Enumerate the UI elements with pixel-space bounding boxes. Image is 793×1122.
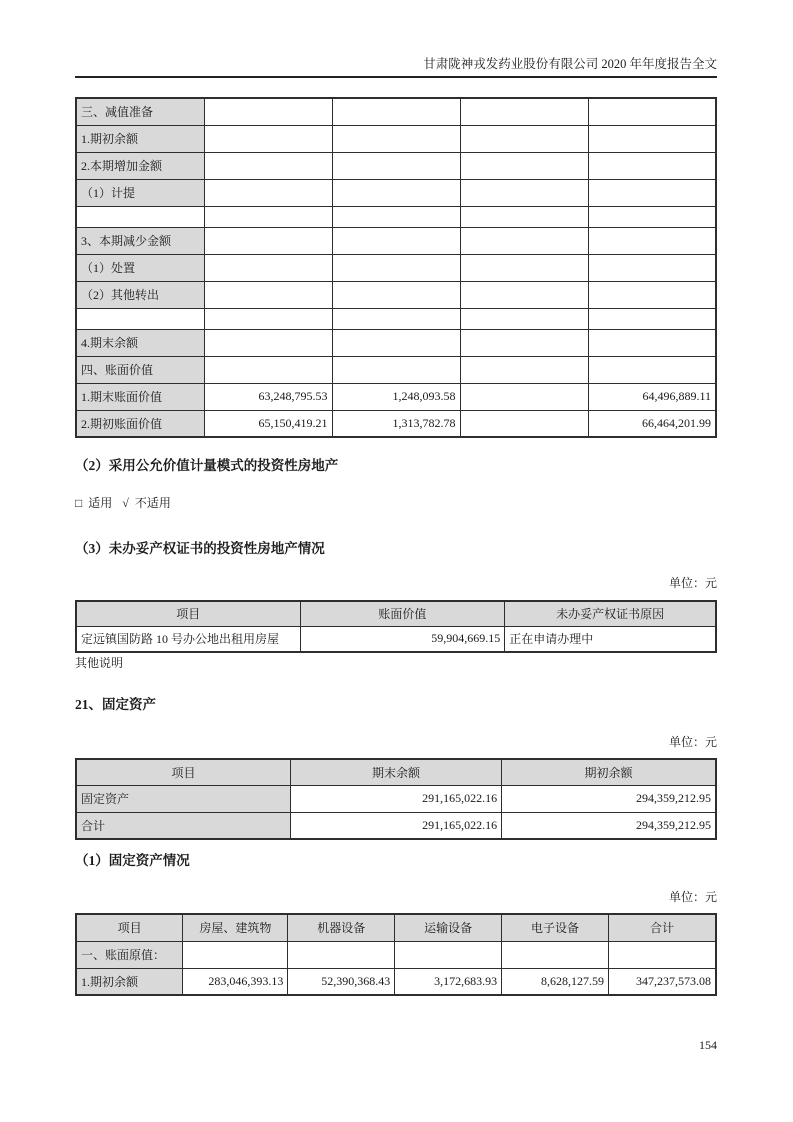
section-heading-no-certificate: （3）未办妥产权证书的投资性房地产情况 xyxy=(75,541,325,556)
table-cell xyxy=(332,281,460,308)
row-label-cell: 4.期末余额 xyxy=(76,329,204,356)
table-row xyxy=(76,968,716,995)
table-row xyxy=(76,206,716,227)
table-cell xyxy=(502,941,609,968)
table-cell xyxy=(588,329,716,356)
row-label-cell: 1.期末账面价值 xyxy=(76,383,204,410)
table-cell: 1,248,093.58 xyxy=(332,383,460,410)
page-content xyxy=(75,0,717,996)
table-cell xyxy=(204,98,332,125)
table-cell: 347,237,573.08 xyxy=(608,968,716,995)
table-cell xyxy=(460,98,588,125)
table-cell xyxy=(204,329,332,356)
table-cell xyxy=(460,227,588,254)
column-header: 未办妥产权证书原因 xyxy=(505,601,716,626)
table-cell xyxy=(588,179,716,206)
closing-balance-cell: 291,165,022.16 xyxy=(290,785,501,812)
no-certificate-table xyxy=(75,600,717,653)
table-cell xyxy=(204,308,332,329)
table-cell xyxy=(332,179,460,206)
row-label-cell: 1.期初余额 xyxy=(76,968,183,995)
table-cell xyxy=(332,152,460,179)
column-header: 合计 xyxy=(608,914,716,941)
column-header: 项目 xyxy=(76,601,300,626)
row-label-cell: 合计 xyxy=(76,812,290,839)
row-label-cell: 三、减值准备 xyxy=(76,98,204,125)
unit-label: 单位：元 xyxy=(668,735,717,749)
table-cell xyxy=(460,308,588,329)
table-cell xyxy=(588,254,716,281)
book-value-cell: 59,904,669.15 xyxy=(300,626,505,652)
row-label-cell: （2）其他转出 xyxy=(76,281,204,308)
table-cell xyxy=(588,125,716,152)
table-cell: 52,390,368.43 xyxy=(288,968,395,995)
table-cell xyxy=(460,179,588,206)
table-cell xyxy=(588,206,716,227)
page-number: 154 xyxy=(699,1038,717,1052)
table-cell xyxy=(332,98,460,125)
page-header xyxy=(75,0,717,78)
unit-label: 单位：元 xyxy=(668,576,717,590)
applicable-label: 适用 xyxy=(88,496,113,510)
table-cell xyxy=(204,206,332,227)
row-label-cell: （1）处置 xyxy=(76,254,204,281)
table-cell xyxy=(460,329,588,356)
table-cell: 283,046,393.13 xyxy=(183,968,288,995)
table-cell: 3,172,683.93 xyxy=(395,968,502,995)
table-cell xyxy=(332,206,460,227)
row-label-cell: 2.本期增加金额 xyxy=(76,152,204,179)
section-heading-fixed-assets-detail: （1）固定资产情况 xyxy=(75,853,190,868)
table-row xyxy=(76,626,716,652)
opening-balance-cell: 294,359,212.95 xyxy=(502,812,716,839)
checkbox-unchecked-icon: □ xyxy=(75,496,83,510)
table-cell xyxy=(204,281,332,308)
table-cell xyxy=(332,125,460,152)
row-label-cell: 2.期初账面价值 xyxy=(76,410,204,437)
item-cell: 定远镇国防路 10 号办公地出租用房屋 xyxy=(76,626,300,652)
table-row xyxy=(76,98,716,125)
table-row xyxy=(76,308,716,329)
table-cell xyxy=(332,329,460,356)
table-cell: 1,313,782.78 xyxy=(332,410,460,437)
table-cell: 66,464,201.99 xyxy=(588,410,716,437)
table-cell xyxy=(588,308,716,329)
row-label-cell: 3、本期减少金额 xyxy=(76,227,204,254)
table-cell: 64,496,889.11 xyxy=(588,383,716,410)
column-header: 电子设备 xyxy=(502,914,609,941)
closing-balance-cell: 291,165,022.16 xyxy=(290,812,501,839)
row-label-cell: （1）计提 xyxy=(76,179,204,206)
fixed-assets-summary-table xyxy=(75,758,717,840)
other-note: 其他说明 xyxy=(75,656,124,670)
table-cell xyxy=(588,227,716,254)
table-cell xyxy=(204,227,332,254)
table-header-row xyxy=(76,601,716,626)
table-cell xyxy=(395,941,502,968)
row-label-cell: 固定资产 xyxy=(76,785,290,812)
table-row xyxy=(76,179,716,206)
table-cell xyxy=(460,254,588,281)
table-cell xyxy=(588,152,716,179)
opening-balance-cell: 294,359,212.95 xyxy=(502,785,716,812)
table-row xyxy=(76,125,716,152)
row-label-cell: 1.期初余额 xyxy=(76,125,204,152)
table-row xyxy=(76,227,716,254)
row-label-cell xyxy=(76,308,204,329)
table-cell xyxy=(460,383,588,410)
table-cell xyxy=(460,125,588,152)
table-cell xyxy=(332,227,460,254)
table-cell xyxy=(204,356,332,383)
table-row xyxy=(76,383,716,410)
column-header: 账面价值 xyxy=(300,601,505,626)
column-header: 期末余额 xyxy=(290,759,501,785)
row-label-cell: 一、账面原值： xyxy=(76,941,183,968)
table-cell xyxy=(204,179,332,206)
column-header: 项目 xyxy=(76,759,290,785)
fixed-assets-detail-table xyxy=(75,913,717,996)
table-row xyxy=(76,356,716,383)
column-header: 机器设备 xyxy=(288,914,395,941)
applicability-line xyxy=(75,496,717,511)
table-header-row xyxy=(76,914,716,941)
table-row xyxy=(76,152,716,179)
column-header: 期初余额 xyxy=(502,759,716,785)
section-heading-fixed-assets: 21、固定资产 xyxy=(75,697,156,712)
table-cell xyxy=(332,254,460,281)
table-cell xyxy=(608,941,716,968)
table-cell xyxy=(183,941,288,968)
table-row xyxy=(76,329,716,356)
table-row xyxy=(76,281,716,308)
table-row xyxy=(76,812,716,839)
table-row xyxy=(76,941,716,968)
table-cell xyxy=(460,356,588,383)
table-cell: 65,150,419.21 xyxy=(204,410,332,437)
table-cell xyxy=(460,206,588,227)
table-cell xyxy=(288,941,395,968)
not-applicable-label: 不适用 xyxy=(134,496,171,510)
unit-label: 单位：元 xyxy=(668,890,717,904)
table-cell xyxy=(332,308,460,329)
table-row xyxy=(76,410,716,437)
table-cell xyxy=(588,98,716,125)
table-row xyxy=(76,254,716,281)
header-title: 甘肃陇神戎发药业股份有限公司 2020 年年度报告全文 xyxy=(423,57,717,71)
table-cell xyxy=(588,356,716,383)
column-header: 项目 xyxy=(76,914,183,941)
row-label-cell xyxy=(76,206,204,227)
table-header-row xyxy=(76,759,716,785)
table-row xyxy=(76,785,716,812)
table-cell xyxy=(460,410,588,437)
section-heading-fair-value-model: （2）采用公允价值计量模式的投资性房地产 xyxy=(75,458,339,473)
column-header: 房屋、建筑物 xyxy=(183,914,288,941)
reason-cell: 正在申请办理中 xyxy=(505,626,716,652)
row-label-cell: 四、账面价值 xyxy=(76,356,204,383)
table-cell xyxy=(460,281,588,308)
column-header: 运输设备 xyxy=(395,914,502,941)
table-cell xyxy=(332,356,460,383)
table-cell xyxy=(460,152,588,179)
table-cell xyxy=(588,281,716,308)
table-cell: 63,248,795.53 xyxy=(204,383,332,410)
impairment-provision-table xyxy=(75,97,717,438)
check-icon: √ xyxy=(122,496,129,510)
table-cell: 8,628,127.59 xyxy=(502,968,609,995)
table-cell xyxy=(204,152,332,179)
table-cell xyxy=(204,254,332,281)
table-cell xyxy=(204,125,332,152)
